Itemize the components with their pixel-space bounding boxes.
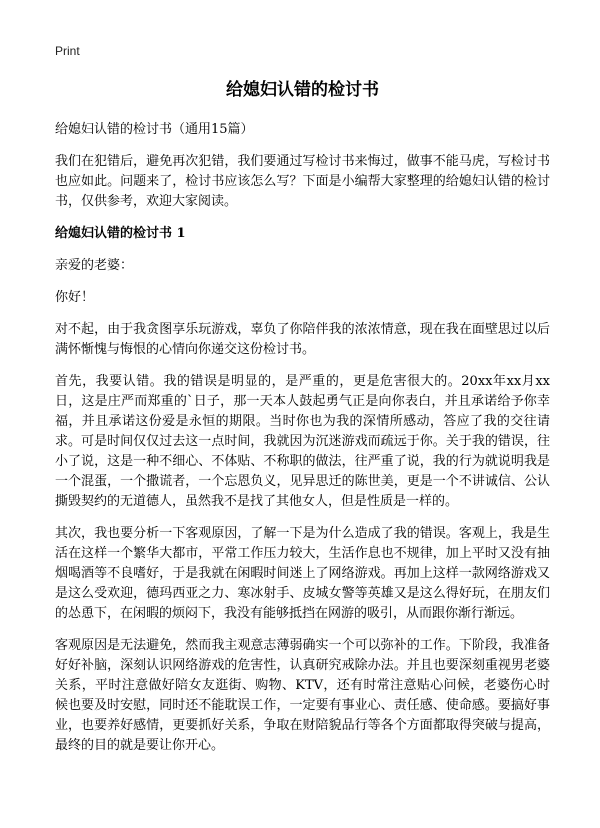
section-heading: 给媳妇认错的检讨书 1 (55, 226, 186, 241)
document-subtitle: 给媳妇认错的检讨书（通用15篇） (55, 122, 254, 137)
body-paragraph: 首先，我要认错。我的错误是明显的，是严重的，更是危害很大的。20xx年xx月xx日，这是庄严而郑重的`日子，那一天本人鼓起勇气正是向你表白，并且承诺给予你幸福，并且承诺这份爱是永恒的期限。当时你也为我的深情所感动，答应了我的交往请求。可是时间仅仅过去这一点时间，我就因为沉迷游戏而疏远于你。关于我的错误，往小了说，这是一种不细心、不体贴、不称职的做法，往严重了说，我的行为就说明我是一个混蛋，一个撒谎者，一个忘恩负义，见异思迁的陈世美，更是一个不讲诚信、公认撕毁契约的无道德人，虽然我不是找了其他女人，但是性质是一样的。 (55, 374, 550, 509)
document-title: 给媳妇认错的检讨书 (226, 80, 379, 100)
greeting: 你好！ (55, 290, 95, 305)
salutation: 亲爱的老婆： (55, 258, 134, 273)
document-page (55, 78, 550, 768)
body-paragraph: 对不起，由于我贪图享乐玩游戏，辜负了你陪伴我的浓浓情意，现在我在面壁思过以后满怀惭愧与悔恨的心情向你递交这份检讨书。 (55, 322, 550, 357)
intro-paragraph: 我们在犯错后，避免再次犯错，我们要通过写检讨书来悔过，做事不能马虎，写检讨书也应如此。问题来了，检讨书应该怎么写？下面是小编帮大家整理的给媳妇认错的检讨书，仅供参考，欢迎大家阅读。 (55, 154, 550, 209)
print-link[interactable]: Print (55, 44, 80, 58)
body-paragraph: 客观原因是无法避免，然而我主观意志薄弱确实一个可以弥补的工作。下阶段，我准备好好补脑，深刻认识网络游戏的危害性，认真研究戒除办法。并且也要深刻重视男老婆关系，平时注意做好陪女友逛街、购物、KTV，还有时常注意贴心问候，老婆伤心时候也要及时安慰，同时还不能耽误工作，一定要有事业心、责任感、使命感。要搞好事业，也要养好感情，更要抓好关系，争取在财陪貌品行等各个方面都取得突破与提高，最终的目的就是要让你开心。 (55, 638, 550, 753)
body-paragraph: 其次，我也要分析一下客观原因，了解一下是为什么造成了我的错误。客观上，我是生活在这样一个繁华大都市，平常工作压力较大，生活作息也不规律，加上平时又没有抽烟喝酒等不良嗜好，于是我就在闲暇时间迷上了网络游戏。再加上这样一款网络游戏又是这么受欢迎，德玛西亚之力、寒冰射手、皮城女警等英雄又是这么得好玩，在朋友们的怂恿下，在闲暇的烦闷下，我没有能够抵挡在网游的吸引，从而跟你渐行渐远。 (55, 526, 550, 621)
